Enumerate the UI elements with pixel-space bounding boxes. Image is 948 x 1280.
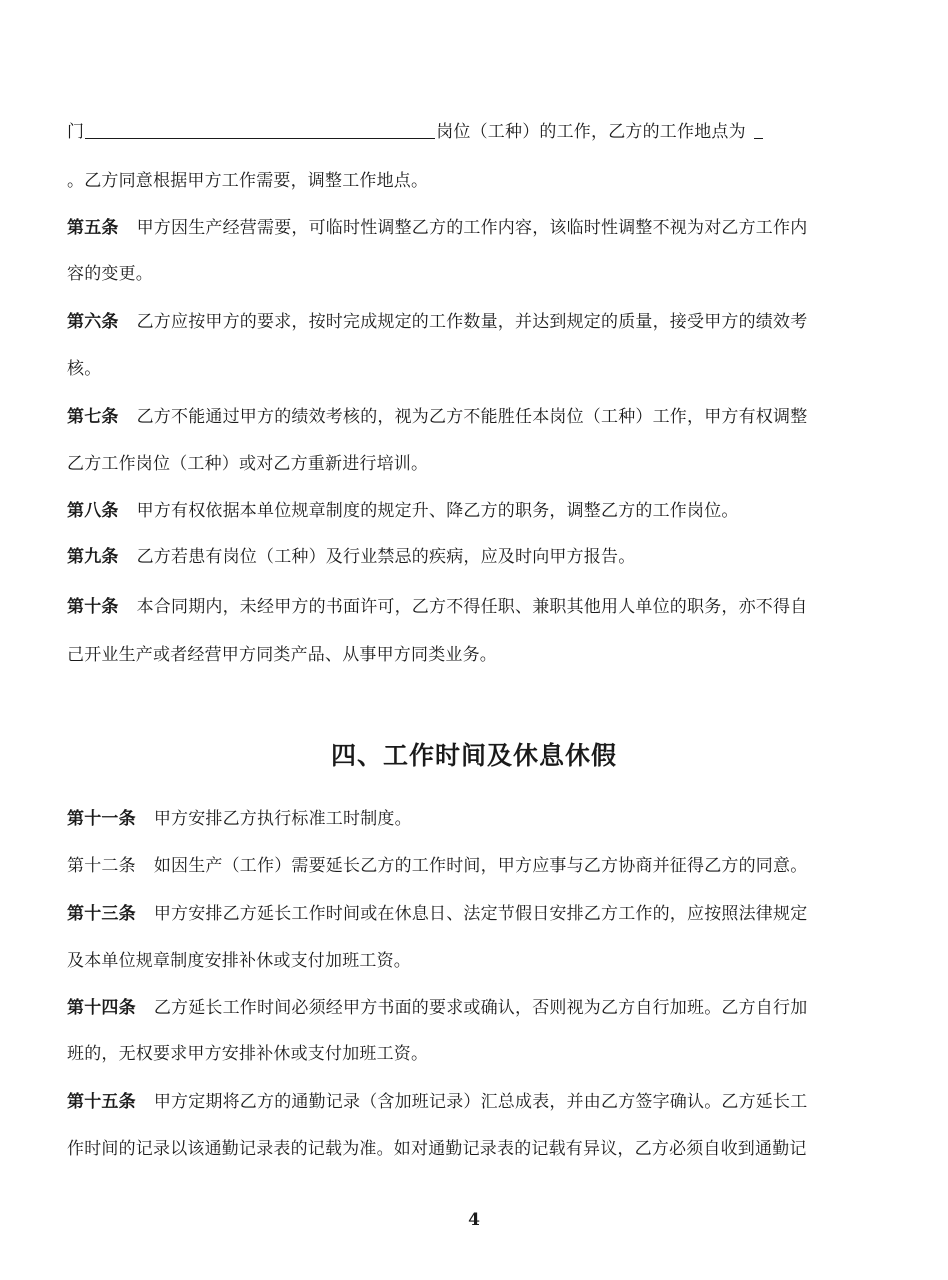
article-15-text-1: 甲方定期将乙方的通勤记录（含加班记录）汇总成表，并由乙方签字确认。乙方延长工 <box>153 1092 808 1112</box>
article-9-line-1 <box>67 545 635 569</box>
article-10-line-1 <box>67 595 807 619</box>
article-9-label: 第九条 <box>67 547 119 567</box>
article-6-line-1 <box>67 310 807 334</box>
intro-text-b: 岗位（工种）的工作，乙方的工作地点为 <box>436 122 746 142</box>
article-7-text-2: 乙方工作岗位（工种）或对乙方重新进行培训。 <box>67 454 429 474</box>
intro-line-2 <box>67 169 428 193</box>
article-6-text-2: 核。 <box>67 359 102 379</box>
article-10-label: 第十条 <box>67 597 119 617</box>
article-7-line-2 <box>67 452 428 476</box>
article-7-line-1 <box>67 405 807 429</box>
article-8-text-1: 甲方有权依据本单位规章制度的规定升、降乙方的职务，调整乙方的工作岗位。 <box>136 501 739 521</box>
article-8-line-1 <box>67 499 739 523</box>
article-11-line-1 <box>67 807 412 831</box>
intro-text-c: 。乙方同意根据甲方工作需要，调整工作地点。 <box>67 171 429 191</box>
article-14-text-1: 乙方延长工作时间必须经甲方书面的要求或确认，否则视为乙方自行加班。乙方自行加 <box>153 998 808 1018</box>
article-13-line-1 <box>67 902 807 926</box>
article-13-label: 第十三条 <box>67 904 136 924</box>
article-5-line-1 <box>67 216 807 240</box>
article-14-text-2: 班的，无权要求甲方安排补休或支付加班工资。 <box>67 1044 429 1064</box>
article-11-label: 第十一条 <box>67 809 136 829</box>
article-7-label: 第七条 <box>67 407 119 427</box>
intro-text-a: 门 <box>67 122 85 142</box>
article-15-line-1 <box>67 1090 807 1114</box>
article-13-text-1: 甲方安排乙方延长工作时间或在休息日、法定节假日安排乙方工作的，应按照法律规定 <box>153 904 808 924</box>
article-15-line-2 <box>67 1137 807 1161</box>
article-15-label: 第十五条 <box>67 1092 136 1112</box>
article-5-text-2: 容的变更。 <box>67 264 153 284</box>
article-10-line-2 <box>67 643 497 667</box>
article-6-label: 第六条 <box>67 312 119 332</box>
workplace-blank <box>754 120 763 139</box>
article-5-line-2 <box>67 262 153 286</box>
article-14-label: 第十四条 <box>67 998 136 1018</box>
page-number: 4 <box>468 1210 480 1230</box>
article-11-text-1: 甲方安排乙方执行标准工时制度。 <box>153 809 412 829</box>
article-13-line-2 <box>67 949 411 973</box>
article-10-text-2: 己开业生产或者经营甲方同类产品、从事甲方同类业务。 <box>67 645 497 665</box>
article-12-line-1 <box>67 854 807 878</box>
article-12-text-1: 如因生产（工作）需要延长乙方的工作时间，甲方应事与乙方协商并征得乙方的同意。 <box>153 856 808 876</box>
article-14-line-1 <box>67 996 807 1020</box>
article-7-text-1: 乙方不能通过甲方的绩效考核的，视为乙方不能胜任本岗位（工种）工作，甲方有权调整 <box>136 407 808 427</box>
article-10-text-1: 本合同期内，未经甲方的书面许可，乙方不得任职、兼职其他用人单位的职务，亦不得自 <box>136 597 808 617</box>
article-5-label: 第五条 <box>67 218 119 238</box>
article-9-text-1: 乙方若患有岗位（工种）及行业禁忌的疾病，应及时向甲方报告。 <box>136 547 636 567</box>
article-6-text-1: 乙方应按甲方的要求，按时完成规定的工作数量，并达到规定的质量，接受甲方的绩效考 <box>136 312 808 332</box>
department-blank <box>85 120 435 139</box>
section-heading: 四、工作时间及休息休假 <box>330 741 617 770</box>
article-12-label: 第十二条 <box>67 856 136 876</box>
article-14-line-2 <box>67 1042 428 1066</box>
intro-line-1 <box>67 120 764 144</box>
article-15-text-2: 作时间的记录以该通勤记录表的记载为准。如对通勤记录表的记载有异议，乙方必须自收到通勤记 <box>67 1139 807 1159</box>
article-6-line-2 <box>67 357 101 381</box>
article-13-text-2: 及本单位规章制度安排补休或支付加班工资。 <box>67 951 411 971</box>
article-5-text-1: 甲方因生产经营需要，可临时性调整乙方的工作内容，该临时性调整不视为对乙方工作内 <box>136 218 808 238</box>
article-8-label: 第八条 <box>67 501 119 521</box>
